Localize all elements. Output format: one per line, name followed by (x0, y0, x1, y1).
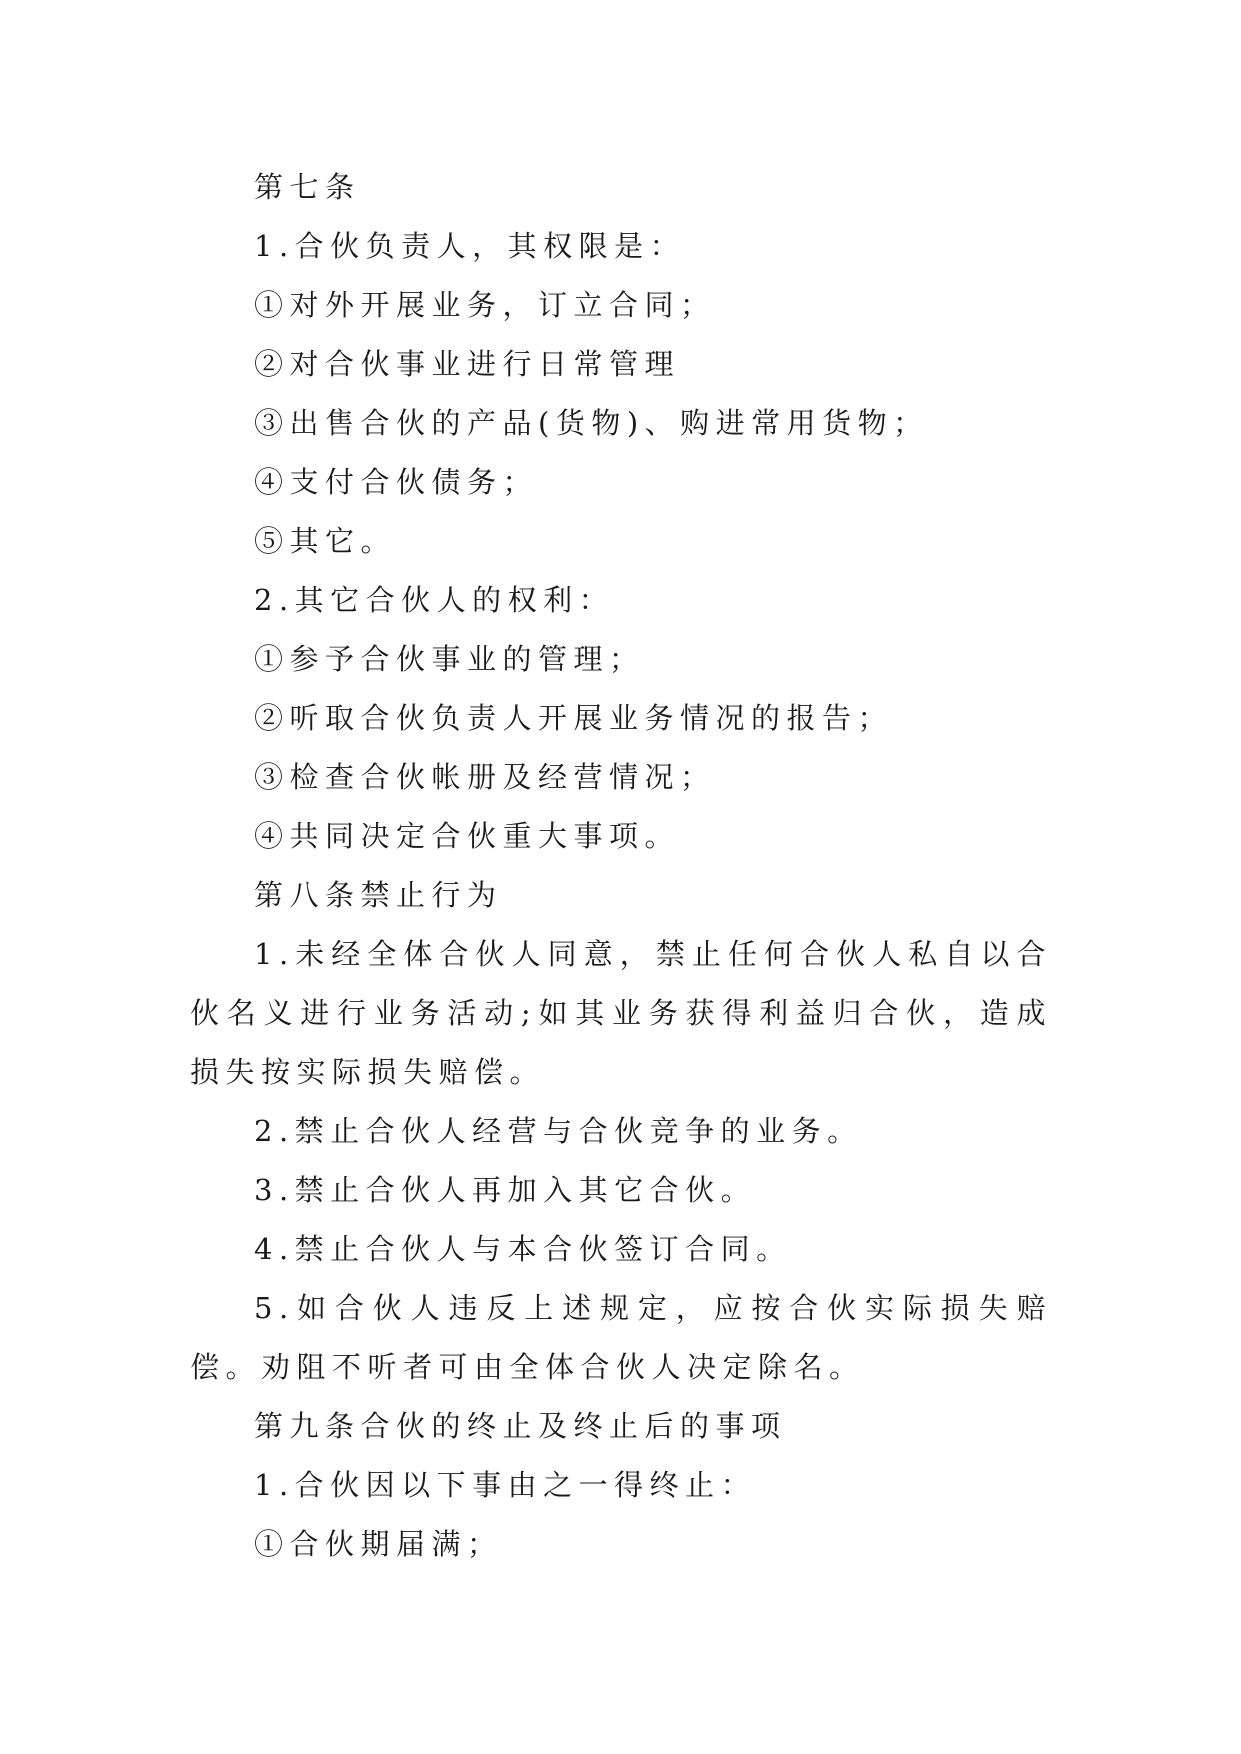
list-item: ③出售合伙的产品(货物)、购进常用货物； (254, 406, 929, 440)
list-item: ④共同决定合伙重大事项。 (254, 819, 681, 853)
list-item: ①参予合伙事业的管理； (254, 642, 645, 676)
list-item: ①对外开展业务，订立合同； (254, 288, 716, 322)
responsible-partner-powers: 1.合伙负责人，其权限是： (254, 229, 686, 263)
article-7-heading: 第七条 (254, 170, 361, 204)
list-item: ①合伙期届满； (254, 1527, 503, 1561)
list-item: ②听取合伙负责人开展业务情况的报告； (254, 701, 894, 735)
article-9-heading: 第九条合伙的终止及终止后的事项 (254, 1409, 787, 1443)
clause-paragraph: 3.禁止合伙人再加入其它合伙。 (254, 1173, 757, 1207)
clause-paragraph: 1.未经全体合伙人同意，禁止任何合伙人私自以合伙名义进行业务活动;如其业务获得利益归合伙，造成损失按实际损失赔偿。 (190, 937, 1052, 1089)
clause-paragraph: 4.禁止合伙人与本合伙签订合同。 (254, 1232, 792, 1266)
document-body (190, 158, 1052, 1574)
list-item: ④支付合伙债务； (254, 465, 539, 499)
termination-causes: 1.合伙因以下事由之一得终止： (254, 1468, 757, 1502)
list-item: ⑤其它。 (254, 524, 397, 558)
list-item: ③检查合伙帐册及经营情况； (254, 760, 716, 794)
clause-paragraph: 2.禁止合伙人经营与合伙竞争的业务。 (254, 1114, 863, 1148)
clause-paragraph: 5.如合伙人违反上述规定，应按合伙实际损失赔偿。劝阻不听者可由全体合伙人决定除名。 (190, 1291, 1052, 1384)
article-8-heading: 第八条禁止行为 (254, 878, 503, 912)
other-partners-rights: 2.其它合伙人的权利： (254, 583, 615, 617)
list-item: ②对合伙事业进行日常管理 (254, 347, 681, 381)
